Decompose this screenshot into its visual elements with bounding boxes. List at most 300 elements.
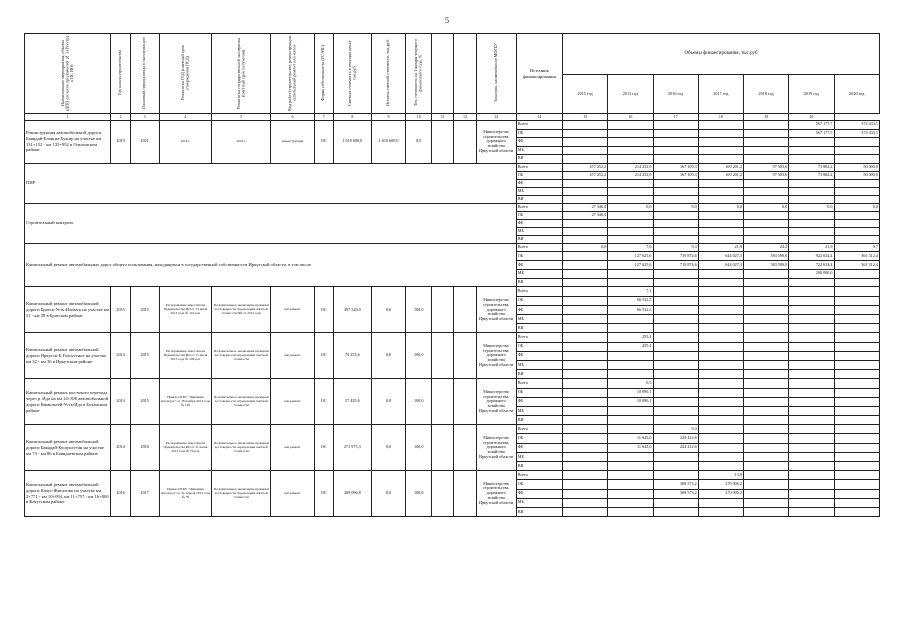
- amount-cell: [789, 370, 834, 379]
- amount-cell: [653, 351, 698, 360]
- source-label: Всего: [516, 471, 562, 480]
- amount-cell: 127 625,6: [608, 252, 653, 261]
- source-label: МБ: [516, 406, 562, 415]
- source-label: ОБ: [516, 480, 562, 489]
- amount-cell: [744, 296, 789, 305]
- amount-cell: [563, 269, 608, 278]
- amount-cell: 374 433,1: [834, 121, 880, 130]
- amount-cell: [563, 489, 608, 498]
- amount-cell: [653, 324, 698, 333]
- group-name: ПИР: [25, 163, 517, 203]
- estimated-cost: 57 425,6: [333, 379, 371, 425]
- amount-cell: 11 645,0: [608, 434, 653, 443]
- amount-cell: [834, 155, 880, 164]
- amount-cell: [698, 146, 743, 155]
- amount-cell: [789, 452, 834, 461]
- header-label: Сметная стоимость в текущих ценах тыс.руб.: [346, 39, 357, 106]
- amount-cell: [744, 406, 789, 415]
- amount-cell: [653, 342, 698, 351]
- amount-cell: [744, 138, 789, 147]
- source-label: МБ: [516, 315, 562, 324]
- amount-cell: [653, 195, 698, 203]
- amount-cell: [653, 388, 698, 397]
- amount-cell: [563, 219, 608, 227]
- amount-cell: 0,5: [608, 379, 653, 388]
- amount-cell: [834, 179, 880, 187]
- amount-cell: [834, 138, 880, 147]
- source-label: ВИ: [516, 324, 562, 333]
- table-row: [25, 471, 880, 480]
- amount-cell: 361 312,4: [834, 261, 880, 270]
- amount-cell: [744, 146, 789, 155]
- table-row: [25, 379, 880, 388]
- header-label: Остаток сметной стоимости, тыс.руб.: [385, 39, 391, 107]
- source-label: МБ: [516, 146, 562, 155]
- amount-cell: [789, 480, 834, 489]
- amount-cell: [744, 305, 789, 314]
- column-number: 10: [406, 114, 432, 121]
- column-number: 15: [563, 114, 608, 121]
- amount-cell: [653, 129, 698, 138]
- amount-cell: 97 583,6: [744, 163, 789, 171]
- amount-cell: [608, 121, 653, 130]
- header-cell: [314, 34, 333, 114]
- work-type: кап.ремонт: [271, 379, 314, 425]
- object-name: Реконструкция автомобильной дороги Баяндай-Еланцы-Хужир на участке км 131+152 - км 135+952 в Ольхонском районе: [25, 121, 111, 164]
- amount-cell: 644 027,3: [698, 252, 743, 261]
- column-number: 12: [454, 114, 476, 121]
- amount-cell: 169 201,2: [698, 171, 743, 179]
- amount-cell: [744, 443, 789, 452]
- amount-cell: [563, 425, 608, 434]
- object-name: Капитальный ремонт автомобильной дороги Качуг-Жигалово на участке км 2+771 - км 10+094, км 11+757 - км 16+000 в Качугском районе: [25, 471, 111, 517]
- amount-cell: [744, 370, 789, 379]
- amount-cell: 200 000,0: [789, 269, 834, 278]
- amount-cell: 9,4: [653, 243, 698, 252]
- amount-cell: [834, 443, 880, 452]
- amount-cell: 583 590,0: [744, 252, 789, 261]
- amount-cell: 270 906,2: [698, 480, 743, 489]
- header-cell: [212, 34, 271, 114]
- amount-cell: [744, 351, 789, 360]
- amount-cell: [563, 227, 608, 235]
- amount-cell: [608, 471, 653, 480]
- column-number: 11: [432, 114, 454, 121]
- amount-cell: [834, 462, 880, 471]
- start-year: 2014: [111, 333, 130, 379]
- amount-cell: [789, 305, 834, 314]
- column-number: 1: [25, 114, 111, 121]
- amount-cell: 21,9: [789, 243, 834, 252]
- empty-cell: [432, 471, 454, 517]
- amount-cell: [698, 287, 743, 296]
- gsd-details: Распоряжение заместителя Правительства ИО от 13 июля 2013 года № 110-рзп: [159, 287, 211, 333]
- amount-cell: [698, 443, 743, 452]
- amount-cell: [744, 269, 789, 278]
- amount-cell: [744, 179, 789, 187]
- amount-cell: [608, 416, 653, 425]
- amount-cell: [563, 179, 608, 187]
- amount-cell: [653, 296, 698, 305]
- amount-cell: [653, 397, 698, 406]
- amount-cell: [563, 443, 608, 452]
- amount-cell: [698, 138, 743, 147]
- source-label: МБ: [516, 360, 562, 369]
- amount-cell: [698, 296, 743, 305]
- amount-cell: 567 177,7: [789, 121, 834, 130]
- amount-cell: [608, 179, 653, 187]
- amount-cell: [789, 138, 834, 147]
- amount-cell: [744, 498, 789, 507]
- amount-cell: 0,0: [698, 203, 743, 211]
- amount-cell: [653, 121, 698, 130]
- commission-period: 2015: [130, 379, 159, 425]
- amount-cell: [834, 480, 880, 489]
- amount-cell: [789, 333, 834, 342]
- header-label: Форма собственности (ГС/МС): [320, 44, 326, 101]
- column-number: 9: [371, 114, 405, 121]
- amount-cell: 13,9: [698, 471, 743, 480]
- amount-cell: 719 874,6: [653, 261, 698, 270]
- amount-cell: 308 573,2: [653, 489, 698, 498]
- amount-cell: 21,9: [698, 243, 743, 252]
- source-label: ВИ: [516, 507, 562, 516]
- amount-cell: [698, 416, 743, 425]
- header-label: Плановый период ввода в эксплуатацию: [141, 36, 147, 109]
- amount-cell: [608, 235, 653, 243]
- amount-cell: [789, 360, 834, 369]
- amount-cell: 224 412,6: [653, 443, 698, 452]
- amount-cell: [563, 287, 608, 296]
- source-label: ОБ: [516, 211, 562, 219]
- year-header: 2015 год: [563, 75, 608, 114]
- amount-cell: 11 645,0: [608, 443, 653, 452]
- header-cell: [476, 34, 516, 114]
- amount-cell: [834, 370, 880, 379]
- amount-cell: [653, 507, 698, 516]
- amount-cell: [563, 471, 608, 480]
- amount-cell: [834, 287, 880, 296]
- source-label: ФБ: [516, 219, 562, 227]
- source-label: ВИ: [516, 195, 562, 203]
- amount-cell: [744, 360, 789, 369]
- amount-cell: 73 884,2: [789, 163, 834, 171]
- empty-cell: [432, 121, 454, 164]
- amount-cell: [834, 360, 880, 369]
- amount-cell: [563, 121, 608, 130]
- table-row: [25, 163, 880, 171]
- source-label: ВИ: [516, 278, 562, 287]
- header-cell: [130, 34, 159, 114]
- amount-cell: [834, 388, 880, 397]
- amount-cell: [608, 278, 653, 287]
- amount-cell: [698, 187, 743, 195]
- readiness: 100,0: [406, 333, 432, 379]
- amount-cell: 644 027,3: [698, 261, 743, 270]
- amount-cell: [834, 379, 880, 388]
- amount-cell: [789, 471, 834, 480]
- amount-cell: [789, 397, 834, 406]
- amount-cell: [698, 462, 743, 471]
- source-label: ВИ: [516, 155, 562, 164]
- source-label: ОБ: [516, 252, 562, 261]
- ownership: ОС: [314, 471, 333, 517]
- amount-cell: [653, 179, 698, 187]
- header-cell: [159, 34, 211, 114]
- amount-cell: [789, 507, 834, 516]
- amount-cell: 7,6: [608, 243, 653, 252]
- amount-cell: [834, 269, 880, 278]
- amount-cell: [744, 425, 789, 434]
- amount-cell: [563, 462, 608, 471]
- header-label: Реквизиты государственной экспертизы (сметный срок получения): [235, 37, 246, 109]
- table-row: [25, 203, 880, 211]
- amount-cell: [789, 379, 834, 388]
- empty-cell: [454, 121, 476, 164]
- amount-cell: [563, 129, 608, 138]
- column-number: 6: [271, 114, 314, 121]
- amount-cell: [834, 187, 880, 195]
- amount-cell: [834, 296, 880, 305]
- cost-remainder: 0,0: [371, 333, 405, 379]
- amount-cell: [789, 278, 834, 287]
- expertise-details: Положительное заключение проверки достоверности определения сметной стоимости: [212, 471, 271, 517]
- amount-cell: [789, 443, 834, 452]
- ownership: ОС: [314, 425, 333, 471]
- source-label: ФБ: [516, 179, 562, 187]
- year-header: 2017 год: [698, 75, 743, 114]
- funding-header: Объемы финансирования, тыс.руб: [563, 34, 880, 75]
- amount-cell: [698, 155, 743, 164]
- amount-cell: [563, 155, 608, 164]
- amount-cell: [653, 379, 698, 388]
- column-number: 19: [744, 114, 789, 121]
- expertise-details: Положительное заключение проверки достоверности определения сметной стоимости: [212, 379, 271, 425]
- amount-cell: [744, 219, 789, 227]
- object-name: Капитальный ремонт автомобильной дороги Иркутск-Б.Голоустное на участке км 32 - км 36 в Иркутском районе: [25, 333, 111, 379]
- commission-period: 2017: [130, 471, 159, 517]
- amount-cell: [653, 462, 698, 471]
- estimated-cost: 397 520,0: [333, 287, 371, 333]
- source-label: ФБ: [516, 397, 562, 406]
- amount-cell: [789, 146, 834, 155]
- amount-cell: [698, 434, 743, 443]
- amount-cell: [789, 388, 834, 397]
- amount-cell: [789, 342, 834, 351]
- amount-cell: [653, 155, 698, 164]
- source-label: МБ: [516, 187, 562, 195]
- year-header: 2019 год: [789, 75, 834, 114]
- amount-cell: [563, 146, 608, 155]
- amount-cell: [563, 261, 608, 270]
- amount-cell: [608, 146, 653, 155]
- customer: Министерство строительства, дорожного хозяйства Иркутской области: [476, 121, 516, 164]
- work-type: кап.ремонт: [271, 333, 314, 379]
- empty-cell: [454, 333, 476, 379]
- amount-cell: 9,7: [834, 243, 880, 252]
- source-label: МБ: [516, 498, 562, 507]
- amount-cell: 308 573,2: [653, 480, 698, 489]
- amount-cell: [744, 129, 789, 138]
- amount-cell: [653, 498, 698, 507]
- amount-cell: [744, 471, 789, 480]
- header-cell: [432, 34, 454, 114]
- expertise-details: Положительное заключение проверки достоверности определения сметной стоимости ИО от 2014 года: [212, 287, 271, 333]
- readiness: 100,0: [406, 379, 432, 425]
- amount-cell: [608, 138, 653, 147]
- amount-cell: [608, 195, 653, 203]
- amount-cell: 27 346,4: [563, 211, 608, 219]
- source-label: ФБ: [516, 138, 562, 147]
- amount-cell: [698, 379, 743, 388]
- empty-cell: [432, 379, 454, 425]
- amount-cell: [789, 425, 834, 434]
- amount-cell: [698, 397, 743, 406]
- work-type: реконструкция: [271, 121, 314, 164]
- source-label: ОБ: [516, 129, 562, 138]
- amount-cell: [653, 269, 698, 278]
- table-row: [25, 243, 880, 252]
- amount-cell: 270 906,2: [698, 489, 743, 498]
- cost-remainder: 1 610 600,0: [371, 121, 405, 164]
- header-cell: [25, 34, 111, 114]
- amount-cell: [834, 278, 880, 287]
- column-number: 4: [159, 114, 211, 121]
- source-label: ФБ: [516, 443, 562, 452]
- start-year: 2014: [111, 425, 130, 471]
- amount-cell: [653, 138, 698, 147]
- empty-cell: [454, 287, 476, 333]
- expertise-details: Положительное заключение проверки достоверности определения сметной стоимости: [212, 425, 271, 471]
- table-row: [25, 121, 880, 130]
- source-label: ОБ: [516, 434, 562, 443]
- amount-cell: 0,0: [653, 203, 698, 211]
- amount-cell: [834, 195, 880, 203]
- cost-remainder: 0,0: [371, 425, 405, 471]
- empty-cell: [454, 379, 476, 425]
- amount-cell: [653, 333, 698, 342]
- source-label: ВИ: [516, 462, 562, 471]
- amount-cell: [834, 315, 880, 324]
- object-name: Капитальный ремонт автомобильной дороги Баяндай-Кушунгутан на участке км 73 - км 86 в Баяндаевском районе: [25, 425, 111, 471]
- amount-cell: [653, 146, 698, 155]
- amount-cell: 50 000,0: [834, 163, 880, 171]
- amount-cell: [563, 333, 608, 342]
- column-number: 16: [608, 114, 653, 121]
- amount-cell: [744, 480, 789, 489]
- amount-cell: [563, 187, 608, 195]
- header-label: Тех. готовность на 1 января текущего финансового года, %: [413, 39, 423, 106]
- cost-remainder: 0,0: [371, 287, 405, 333]
- amount-cell: [834, 416, 880, 425]
- amount-cell: [744, 155, 789, 164]
- amount-cell: [744, 211, 789, 219]
- amount-cell: [653, 305, 698, 314]
- amount-cell: [834, 235, 880, 243]
- amount-cell: [698, 425, 743, 434]
- amount-cell: [834, 305, 880, 314]
- source-label: Всего: [516, 203, 562, 211]
- amount-cell: 27 346,4: [563, 203, 608, 211]
- estimated-cost: 271 975,3: [333, 425, 371, 471]
- amount-cell: [789, 187, 834, 195]
- amount-cell: [608, 324, 653, 333]
- amount-cell: [653, 235, 698, 243]
- amount-cell: [563, 305, 608, 314]
- amount-cell: 167 109,3: [653, 171, 698, 179]
- column-number: 5: [212, 114, 271, 121]
- amount-cell: [653, 211, 698, 219]
- amount-cell: 922 634,4: [789, 252, 834, 261]
- amount-cell: [653, 287, 698, 296]
- start-year: 2014: [111, 379, 130, 425]
- work-type: кап.ремонт: [271, 425, 314, 471]
- source-label: МБ: [516, 227, 562, 235]
- amount-cell: [698, 129, 743, 138]
- amount-cell: [834, 351, 880, 360]
- amount-cell: [789, 227, 834, 235]
- amount-cell: [698, 406, 743, 415]
- amount-cell: [834, 333, 880, 342]
- start-year: 2015: [111, 287, 130, 333]
- source-label: Всего: [516, 121, 562, 130]
- amount-cell: [834, 342, 880, 351]
- header-label: Наименование мероприятия, объекта (ДПП согласно приложений № 1 (Реестр) к ПС ИО): [59, 35, 75, 111]
- amount-cell: 9,4: [653, 425, 698, 434]
- amount-cell: [744, 324, 789, 333]
- estimated-cost: 74 253,6: [333, 333, 371, 379]
- amount-cell: [608, 227, 653, 235]
- amount-cell: 361 312,4: [834, 252, 880, 261]
- header-cell: [454, 34, 476, 114]
- amount-cell: [608, 315, 653, 324]
- amount-cell: 167 109,3: [653, 163, 698, 171]
- amount-cell: [789, 416, 834, 425]
- table-row: [25, 333, 880, 342]
- amount-cell: [789, 179, 834, 187]
- amount-cell: [744, 507, 789, 516]
- amount-cell: [744, 121, 789, 130]
- amount-cell: [653, 187, 698, 195]
- source-label: ФБ: [516, 261, 562, 270]
- amount-cell: [834, 324, 880, 333]
- amount-cell: [834, 425, 880, 434]
- amount-cell: [653, 452, 698, 461]
- amount-cell: [608, 425, 653, 434]
- amount-cell: [563, 397, 608, 406]
- column-number: 3: [130, 114, 159, 121]
- empty-cell: [432, 333, 454, 379]
- source-label: Всего: [516, 243, 562, 252]
- amount-cell: [563, 360, 608, 369]
- amount-cell: 73 884,2: [789, 171, 834, 179]
- customer: Министерство строительства, дорожного хозяйства Иркутской области: [476, 287, 516, 333]
- amount-cell: [698, 452, 743, 461]
- commission-period: 2021: [130, 121, 159, 164]
- amount-cell: [563, 252, 608, 261]
- amount-cell: [834, 471, 880, 480]
- source-label: Всего: [516, 287, 562, 296]
- group-name: Строительный контроль: [25, 203, 517, 243]
- year-header: 2013 год: [608, 75, 653, 114]
- ownership: ОС: [314, 287, 333, 333]
- ownership: ОС: [314, 379, 333, 425]
- amount-cell: 214 252,9: [608, 163, 653, 171]
- cost-remainder: 0,0: [371, 379, 405, 425]
- amount-cell: [563, 324, 608, 333]
- amount-cell: [563, 379, 608, 388]
- column-number: 20: [789, 114, 834, 121]
